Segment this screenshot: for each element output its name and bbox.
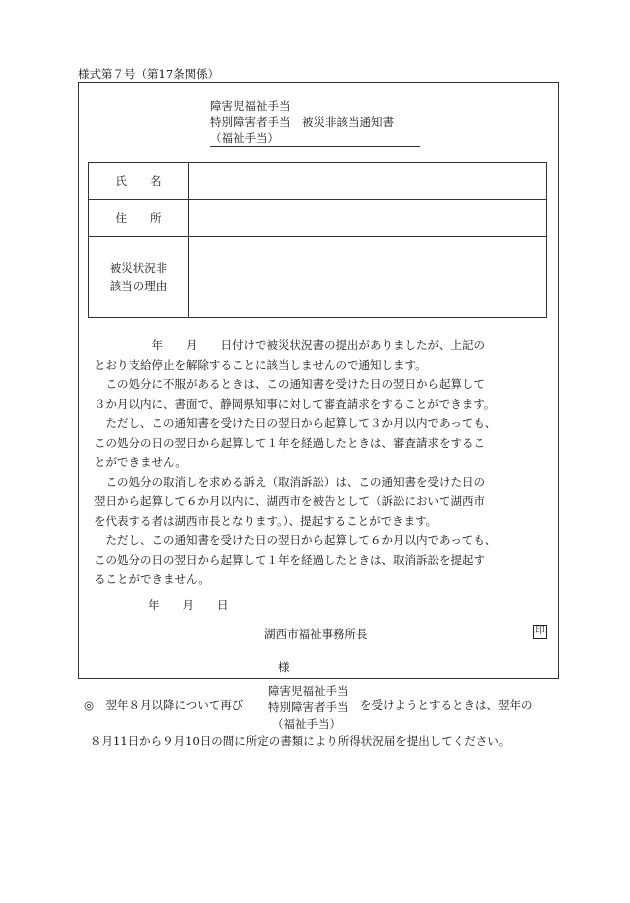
reason-label-line-2: 該当の理由 (109, 279, 168, 293)
issuer-office: 湖西市福祉事務所長 (264, 627, 368, 641)
paragraph-5-line-3: ることができません。 (94, 572, 210, 586)
note-prefix: ◎ 翌年８月以降について再び (84, 698, 244, 712)
note-suffix: を受けようとするときは、翌年の (360, 698, 533, 712)
reason-label (89, 237, 189, 318)
paragraph-5-line-1: ただし、この通知書を受けた日の翌日から起算して６か月以内であっても、 (105, 533, 497, 547)
paragraph-3-line-3: とができません。 (94, 455, 187, 469)
paragraph-4-line-1: この処分の取消しを求める訴え（取消訴訟）は、この通知書を受けた日の (105, 474, 485, 489)
paragraph-4-line-3: を代表する者は湖西市長となります。）、提起することができます。 (94, 513, 438, 528)
note-last-line: ８月11日から９月10日の間に所定の書類により所得状況届を提出してください。 (90, 734, 511, 748)
paragraph-1 (94, 336, 546, 375)
name-field[interactable] (189, 163, 547, 200)
title-line-3: （福祉手当） (210, 131, 279, 145)
paragraph-5-line-2: この処分の日の翌日から起算して１年を経過したときは、取消訴訟を提起す (94, 552, 485, 567)
paragraph-1-line-2: とおり支給停止を解除することに該当しませんので通知します。 (94, 357, 427, 372)
paragraph-2 (94, 375, 546, 414)
notice-body (94, 336, 546, 590)
table-row-name (89, 163, 547, 200)
name-label: 氏 名 (89, 163, 189, 200)
paragraph-3 (94, 414, 546, 473)
paragraph-3-line-1: ただし、この通知書を受けた日の翌日から起算して３か月以内であっても、 (105, 416, 497, 430)
paragraph-4-line-2: 翌日から起算して６か月以内に、湖西市を被告として（訴訟において湖西市 (94, 494, 485, 508)
address-field[interactable] (189, 200, 547, 237)
paragraph-1-line-1: 年 月 日付けで被災状況書の提出がありましたが、上記の (94, 338, 485, 352)
title-line-1: 障害児福祉手当 (210, 99, 291, 113)
title-line-2: 特別障害者手当 被災非該当通知書 (210, 115, 394, 129)
title-underline (210, 146, 420, 147)
paragraph-2-line-1: この処分に不服があるときは、この通知書を受けた日の翌日から起算して (105, 377, 485, 391)
note-allowance-line-3: （福祉手当） (272, 717, 341, 731)
form-number-label: 様式第７号（第17条関係） (78, 67, 220, 81)
note-allowance-line-1: 障害児福祉手当 (268, 684, 349, 698)
table-row-address (89, 200, 547, 237)
paragraph-4 (94, 473, 546, 532)
seal-stamp: 印 (533, 625, 547, 639)
paragraph-5 (94, 531, 546, 590)
issue-date: 年 月 日 (148, 598, 229, 612)
paragraph-3-line-2: この処分の日の翌日から起算して１年を経過したときは、審査請求をするこ (94, 435, 485, 450)
reason-field[interactable] (189, 237, 547, 318)
table-row-reason (89, 237, 547, 318)
notice-title (210, 98, 420, 146)
addressee-honorific: 様 (278, 660, 290, 674)
recipient-info-table (88, 162, 547, 318)
address-label: 住 所 (89, 200, 189, 237)
paragraph-2-line-2: ３か月以内に、書面で、静岡県知事に対して審査請求をすることができます。 (94, 396, 496, 411)
reason-label-line-1: 被災状況非 (109, 261, 168, 275)
note-allowance-line-2: 特別障害者手当 (268, 700, 349, 714)
